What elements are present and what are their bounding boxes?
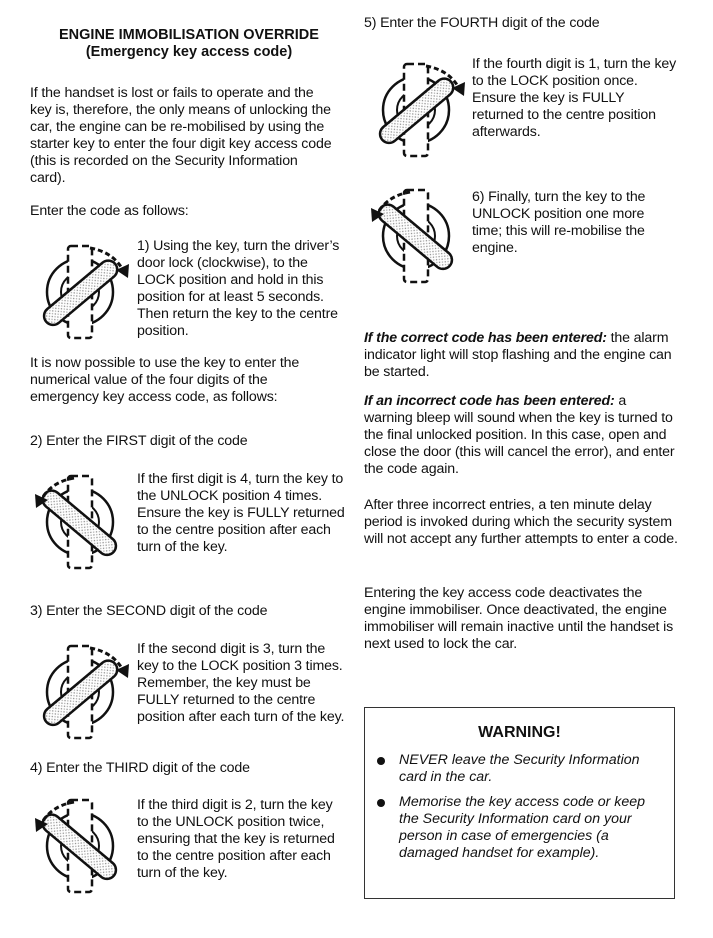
key-turn-unlock-icon (30, 466, 135, 581)
warning-list (377, 752, 667, 870)
three-incorrect-paragraph: After three incorrect entries, a ten minute delay period is invoked during which the security system will not accept any further attempts to enter a code. (364, 497, 678, 547)
step-4-heading: 4) Enter the THIRD digit of the code (30, 760, 250, 776)
key-turn-lock-icon (30, 236, 135, 351)
bullet-icon (377, 757, 385, 765)
after-step-1-text: It is now possible to use the key to enter the numerical value of the four digits of the emergency key access code, as follows: (30, 355, 300, 405)
intro-paragraph: If the handset is lost or fails to operate and the key is, therefore, the only means of unlocking the car, the engine can be re-mobilised by using the starter key to enter the four digit key access code (this is recorded on the Security Information card). (30, 85, 332, 186)
key-turn-unlock-icon (30, 790, 135, 905)
enter-code-instruction: Enter the code as follows: (30, 203, 189, 219)
title-line-1: ENGINE IMMOBILISATION OVERRIDE (59, 27, 319, 43)
correct-code-text: the alarm indicator light will stop flashing and the engine can be started. (364, 330, 672, 380)
warning-item-text: NEVER leave the Security Information card in the car. (399, 752, 640, 785)
warning-box (364, 707, 675, 899)
step-4-text: If the third digit is 2, turn the key to the UNLOCK position twice, ensuring that the key is returned to the centre position after each turn of the key. (137, 797, 335, 881)
step-2-text: If the first digit is 4, turn the key to the UNLOCK position 4 times. Ensure the key is FULLY returned to the centre position after each turn of the key. (137, 471, 345, 555)
incorrect-code-paragraph (364, 393, 678, 478)
warning-item-text: Memorise the key access code or keep the Security Information card on your person in case of emergencies (a damaged handset for example). (399, 794, 646, 861)
incorrect-code-lead: If an incorrect code has been entered: (364, 393, 615, 409)
correct-code-paragraph (364, 330, 678, 381)
key-turn-lock-icon (30, 636, 135, 751)
incorrect-code-text: a warning bleep will sound when the key is turned to the final unlocked position. In this case, open and close the door (this will cancel the error), and enter the code again. (364, 393, 675, 477)
key-turn-unlock-icon (366, 180, 471, 295)
step-5-heading: 5) Enter the FOURTH digit of the code (364, 15, 600, 31)
step-5-text: If the fourth digit is 1, turn the key to the LOCK position once. Ensure the key is FULLY returned to the centre position afterwards. (472, 56, 677, 140)
step-3-text: If the second digit is 3, turn the key to the LOCK position 3 times. Remember, the key must be FULLY returned to the centre position after each turn of the key. (137, 641, 345, 725)
warning-title: WARNING! (478, 724, 561, 741)
step-6-text: 6) Finally, turn the key to the UNLOCK position one more time; this will re-mobilise the engine. (472, 189, 646, 256)
title-line-2: (Emergency key access code) (85, 44, 293, 60)
step-2-heading: 2) Enter the FIRST digit of the code (30, 433, 248, 449)
step-1-text: 1) Using the key, turn the driver’s door lock (clockwise), to the LOCK position and hold in this position for at least 5 seconds. Then return the key to the centre position. (137, 238, 340, 339)
deactivation-paragraph: Entering the key access code deactivates the engine immobiliser. Once deactivated, the engine immobiliser will remain inactive until the handset is next used to lock the car. (364, 585, 674, 652)
bullet-icon (377, 799, 385, 807)
step-3-heading: 3) Enter the SECOND digit of the code (30, 603, 268, 619)
correct-code-lead: If the correct code has been entered: (364, 330, 607, 346)
warning-item (377, 752, 667, 786)
warning-item (377, 794, 667, 862)
page-title (30, 27, 348, 61)
key-turn-lock-icon (366, 54, 471, 169)
